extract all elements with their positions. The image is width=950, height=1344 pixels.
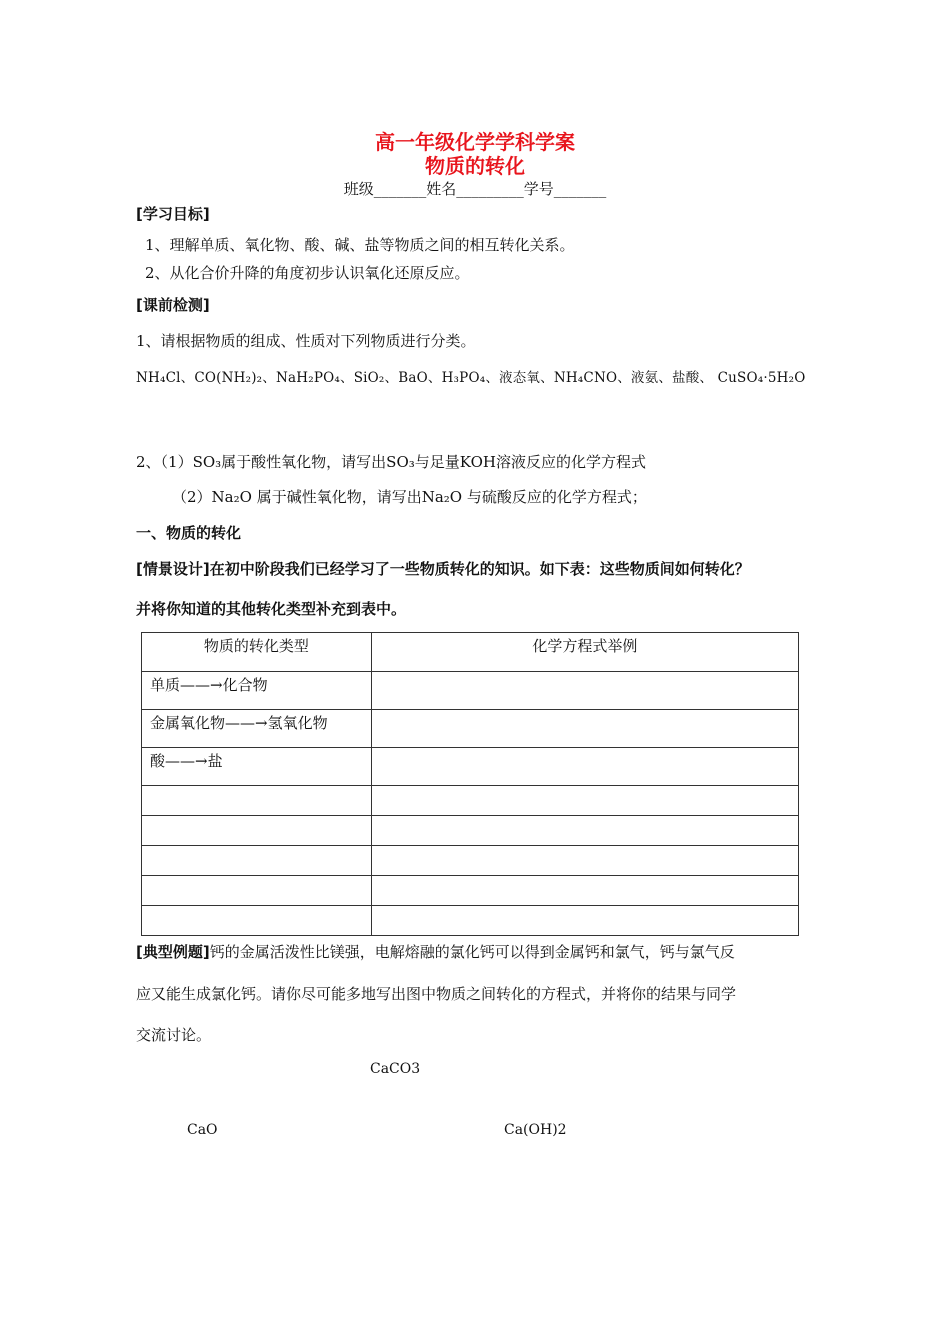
table-header-example: 化学方程式举例 <box>371 633 798 672</box>
table-cell-equation[interactable] <box>371 876 798 906</box>
table-row <box>142 748 799 786</box>
table-cell-equation[interactable] <box>371 748 798 786</box>
example-line-3: 交流讨论。 <box>136 1026 212 1044</box>
table-cell-equation[interactable] <box>371 816 798 846</box>
page-subtitle: 物质的转化 <box>425 154 525 178</box>
student-info-line: 班级_______姓名_________学号_______ <box>343 180 607 198</box>
diagram-node-caoh2: Ca(OH)2 <box>504 1122 567 1138</box>
table-cell-equation[interactable] <box>371 786 798 816</box>
table-cell-type[interactable] <box>142 816 372 846</box>
objective-item-2: 2、从化合价升降的角度初步认识氧化还原反应。 <box>145 264 470 282</box>
pretest-question-2-part2: （2）Na₂O 属于碱性氧化物，请写出Na₂O 与硫酸反应的化学方程式； <box>172 488 647 506</box>
page-title: 高一年级化学学科学案 <box>375 130 575 154</box>
pretest-substance-list: NH₄Cl、CO(NH₂)₂、NaH₂PO₄、SiO₂、BaO、H₃PO₄、液态氧、NH₄CNO、液氨、盐酸、 CuSO₄·5H₂O <box>136 370 806 386</box>
scenario-text-line1: [情景设计]在初中阶段我们已经学习了一些物质转化的知识。如下表：这些物质间如何转化？ <box>136 560 750 578</box>
table-header-row <box>142 633 799 672</box>
example-line-1 <box>136 941 735 962</box>
table-cell-type[interactable]: 酸——→盐 <box>142 748 372 786</box>
pretest-question-1: 1、请根据物质的组成、性质对下列物质进行分类。 <box>136 332 476 350</box>
table-cell-type[interactable]: 金属氧化物——→氢氧化物 <box>142 710 372 748</box>
table-row <box>142 786 799 816</box>
example-label: [典型例题] <box>136 943 210 961</box>
table-row <box>142 846 799 876</box>
table-row <box>142 672 799 710</box>
table-cell-type[interactable] <box>142 876 372 906</box>
section-heading: 一、物质的转化 <box>136 524 242 542</box>
table-cell-type[interactable] <box>142 906 372 936</box>
example-line-2: 应又能生成氯化钙。请你尽可能多地写出图中物质之间转化的方程式，并将你的结果与同学 <box>136 985 737 1003</box>
table-cell-equation[interactable] <box>371 906 798 936</box>
table-cell-type[interactable]: 单质——→化合物 <box>142 672 372 710</box>
table-cell-equation[interactable] <box>371 846 798 876</box>
table-header-type: 物质的转化类型 <box>142 633 372 672</box>
pretest-question-2-part1: 2、（1）SO₃属于酸性氧化物，请写出SO₃与足量KOH溶液反应的化学方程式 <box>136 453 646 471</box>
diagram-node-cao: CaO <box>187 1122 218 1138</box>
table-cell-equation[interactable] <box>371 672 798 710</box>
table-row <box>142 816 799 846</box>
example-text-1: 钙的金属活泼性比镁强，电解熔融的氯化钙可以得到金属钙和氯气，钙与氯气反 <box>209 943 735 961</box>
table-cell-type[interactable] <box>142 786 372 816</box>
diagram-node-caco3: CaCO3 <box>370 1061 421 1077</box>
table-cell-equation[interactable] <box>371 710 798 748</box>
objective-item-1: 1、理解单质、氧化物、酸、碱、盐等物质之间的相互转化关系。 <box>145 236 575 254</box>
pretest-heading: [课前检测] <box>136 296 210 314</box>
conversion-table <box>141 632 799 936</box>
objectives-heading: [学习目标] <box>136 205 210 223</box>
table-row <box>142 710 799 748</box>
table-row <box>142 906 799 936</box>
scenario-text-line2: 并将你知道的其他转化类型补充到表中。 <box>136 600 407 618</box>
table-row <box>142 876 799 906</box>
table-cell-type[interactable] <box>142 846 372 876</box>
